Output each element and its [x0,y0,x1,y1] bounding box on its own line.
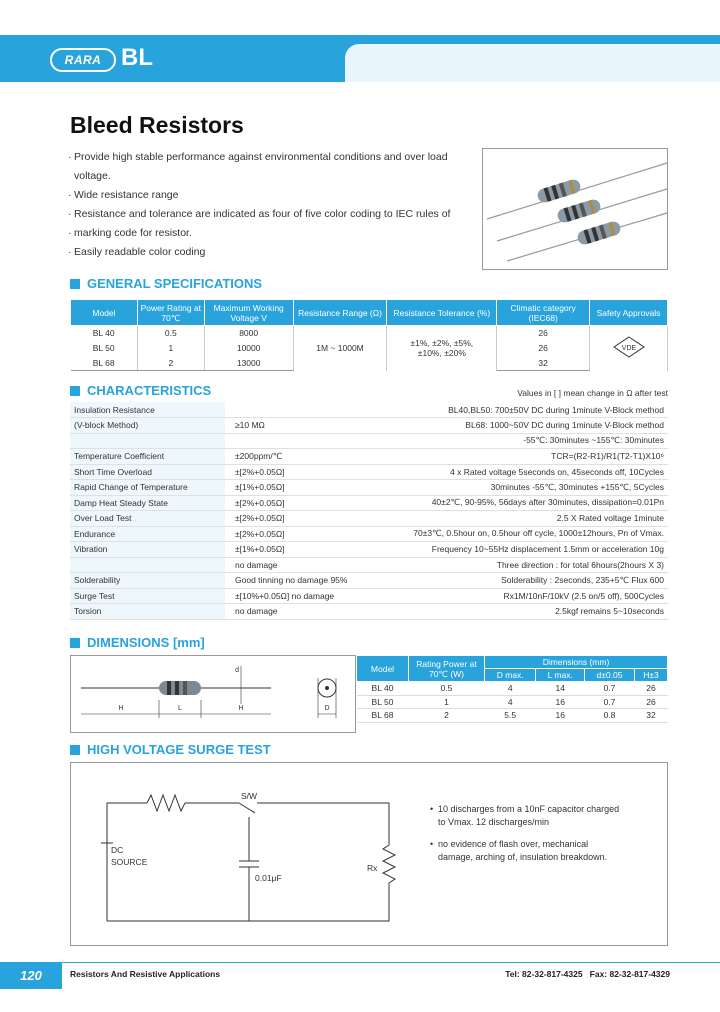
characteristic-row [70,511,668,527]
characteristic-row [70,418,668,434]
characteristic-item: Damp Heat Steady State [70,495,225,511]
feature-item: · Resistance and tolerance are indicated as four of five color coding to IEC rules of [68,205,478,224]
characteristic-cond: 2.5kgf remains 5~10seconds [375,604,668,620]
characteristic-cond: Solderability : 2seconds, 235+5℃ Flux 600 [375,573,668,589]
spec-header: Resistance Range (Ω) [293,300,387,326]
characteristic-item: Temperature Coefficient [70,449,225,465]
characteristic-row [70,573,668,589]
characteristic-spec: ±[2%+0.05Ω] [225,526,375,542]
surge-note-item: • 10 discharges from a 10nF capacitor charged to Vmax. 12 discharges/min [430,803,620,829]
characteristic-row [70,604,668,620]
spec-tolerance: ±1%, ±2%, ±5%, ±10%, ±20% [387,326,497,371]
characteristic-spec: Good tinning no damage 95% [225,573,375,589]
spec-header: Climatic category (IEC68) [497,300,590,326]
spec-table: Model Power Rating at 70℃ Maximum Working Voltage V Resistance Range (Ω) Resistance Tolerance (%) Climatic category (IEC68) Safety Approvals BL 40 0.5 8000 1M ~ 1000M ±1%, ±2%, ±5%, ±10%, ±20% 26 VDE BL 50 1 10000 26 BL 68 2 13000 32 [70,299,668,371]
characteristic-spec: ≥10 MΩ [225,418,375,434]
page-number: 120 [0,963,62,989]
spec-header: Resistance Tolerance (%) [387,300,497,326]
cap-label: 0.01μF [255,873,282,883]
vde-mark [590,326,668,371]
label-d-big: D [324,705,330,712]
characteristics-table [70,402,668,620]
product-photo [482,148,668,270]
section-dimensions: DIMENSIONS [mm] [70,635,205,650]
characteristic-cond: BL40,BL50: 700±50V DC during 1minute V-Block method [375,402,668,418]
characteristic-cond: 30minutes -55℃, 30minutes +155℃, 5Cycles [375,480,668,496]
label-h2: H [238,705,244,712]
characteristic-item: (V-block Method) [70,418,225,434]
label-l: L [178,705,182,712]
dim-header: Rating Power at 70℃ (W) [409,656,485,682]
characteristic-cond: Rx1M/10nF/10kV (2.5 on/5 off), 500Cycles [375,588,668,604]
characteristic-row [70,557,668,573]
characteristic-item: Short Time Overload [70,464,225,480]
label-d-small: d [235,667,239,674]
characteristic-cond: 2.5 X Rated voltage 1minute [375,511,668,527]
characteristic-spec: ±[1%+0.05Ω] [225,542,375,558]
surge-notes [430,803,620,873]
feature-list [68,148,478,262]
series-title: BL [121,44,153,71]
dim-header: d±0.05 [585,669,635,682]
characteristic-item: Solderability [70,573,225,589]
dimensions-table: Model Rating Power at 70℃ (W) Dimensions (mm) D max. L max. d±0.05 H±3 BL 40 0.5 4 14 0.7 26 BL 50 1 4 16 0.7 26 BL 68 2 5.5 16 0.8 32 [356,655,668,723]
characteristic-row [70,402,668,418]
dc-label: DC [111,845,124,855]
feature-item: · Provide high stable performance against environmental conditions and over load voltage. [68,148,478,186]
sw-label: S/W [241,791,258,801]
characteristic-item: Over Load Test [70,511,225,527]
characteristic-cond: TCR=(R2-R1)/R1(T2-T1)X10⁶ [375,449,668,465]
characteristic-spec: ±[2%+0.05Ω] [225,495,375,511]
surge-note-item: • no evidence of flash over, mechanical damage, arching of, insulation breakdown. [430,838,620,864]
vde-label: VDE [621,345,636,353]
spec-header: Safety Approvals [590,300,668,326]
characteristic-item [70,433,225,449]
characteristic-item: Vibration [70,542,225,558]
characteristic-item [70,557,225,573]
characteristic-item: Torsion [70,604,225,620]
characteristic-spec: no damage [225,604,375,620]
characteristic-spec: ±[2%+0.05Ω] [225,464,375,480]
characteristic-row [70,464,668,480]
characteristic-row [70,542,668,558]
rx-label: Rx [367,863,378,873]
characteristic-cond: BL68: 1000~50V DC during 1minute V-Block method [375,418,668,434]
characteristic-cond: Frequency 10~55Hz displacement 1.5mm or acceleration 10g [375,542,668,558]
source-label: SOURCE [111,857,148,867]
dim-header: H±3 [634,669,667,682]
characteristic-spec: ±200ppm/℃ [225,449,375,465]
characteristic-item: Rapid Change of Temperature [70,480,225,496]
characteristic-spec: no damage [225,557,375,573]
characteristic-spec [225,433,375,449]
dimension-drawing [70,655,356,733]
section-characteristics: CHARACTERISTICS [70,383,211,398]
feature-item: · Wide resistance range [68,186,478,205]
characteristic-cond: 70±3℃, 0.5hour on, 0.5hour off cycle, 1000±12hours, Pn of Vmax. [375,526,668,542]
spec-header: Maximum Working Voltage V [204,300,293,326]
spec-model: BL 50 [71,341,138,356]
footer-title: Resistors And Resistive Applications [70,969,221,979]
section-surge-test: HIGH VOLTAGE SURGE TEST [70,742,271,757]
characteristic-spec: ±[1%+0.05Ω] [225,480,375,496]
char-note: Values in [ ] mean change in Ω after test [517,388,668,398]
characteristic-item: Insulation Resistance [70,402,225,418]
page-title: Bleed Resistors [70,112,244,138]
section-general-specs: GENERAL SPECIFICATIONS [70,276,262,291]
header-bar [0,0,720,82]
footer-contact: Tel: 82-32-817-4325 Fax: 82-32-817-4329 [505,969,670,979]
dim-header: Model [357,656,409,682]
characteristic-row [70,588,668,604]
spec-model: BL 40 [71,326,138,341]
characteristic-item: Surge Test [70,588,225,604]
spec-model: BL 68 [71,356,138,371]
brand-logo: RARA [50,48,116,72]
spec-header: Model [71,300,138,326]
footer-divider [0,962,720,963]
characteristic-cond: Three direction : for total 6hours(2hours X 3) [375,557,668,573]
characteristic-spec: ±[2%+0.05Ω] [225,511,375,527]
characteristic-cond: 40±2℃, 90-95%, 56days after 30minutes, dissipation=0.01Pn [375,495,668,511]
feature-item: · marking code for resistor. [68,224,478,243]
characteristic-spec: ±[10%+0.05Ω] no damage [225,588,375,604]
characteristic-cond: -55℃: 30minutes ~155℃: 30minutes [375,433,668,449]
feature-item: · Easily readable color coding [68,243,478,262]
dim-header: Dimensions (mm) [485,656,668,669]
characteristic-row [70,526,668,542]
characteristic-row [70,495,668,511]
characteristic-row [70,480,668,496]
spec-header: Power Rating at 70℃ [137,300,204,326]
dim-header: L max. [536,669,585,682]
characteristic-spec [225,402,375,418]
dim-header: D max. [485,669,536,682]
characteristic-row [70,433,668,449]
label-h1: H [118,705,124,712]
characteristic-item: Endurance [70,526,225,542]
spec-range: 1M ~ 1000M [293,326,387,371]
characteristic-cond: 4 x Rated voltage 5seconds on, 45seconds off, 10Cycles [375,464,668,480]
characteristic-row [70,449,668,465]
